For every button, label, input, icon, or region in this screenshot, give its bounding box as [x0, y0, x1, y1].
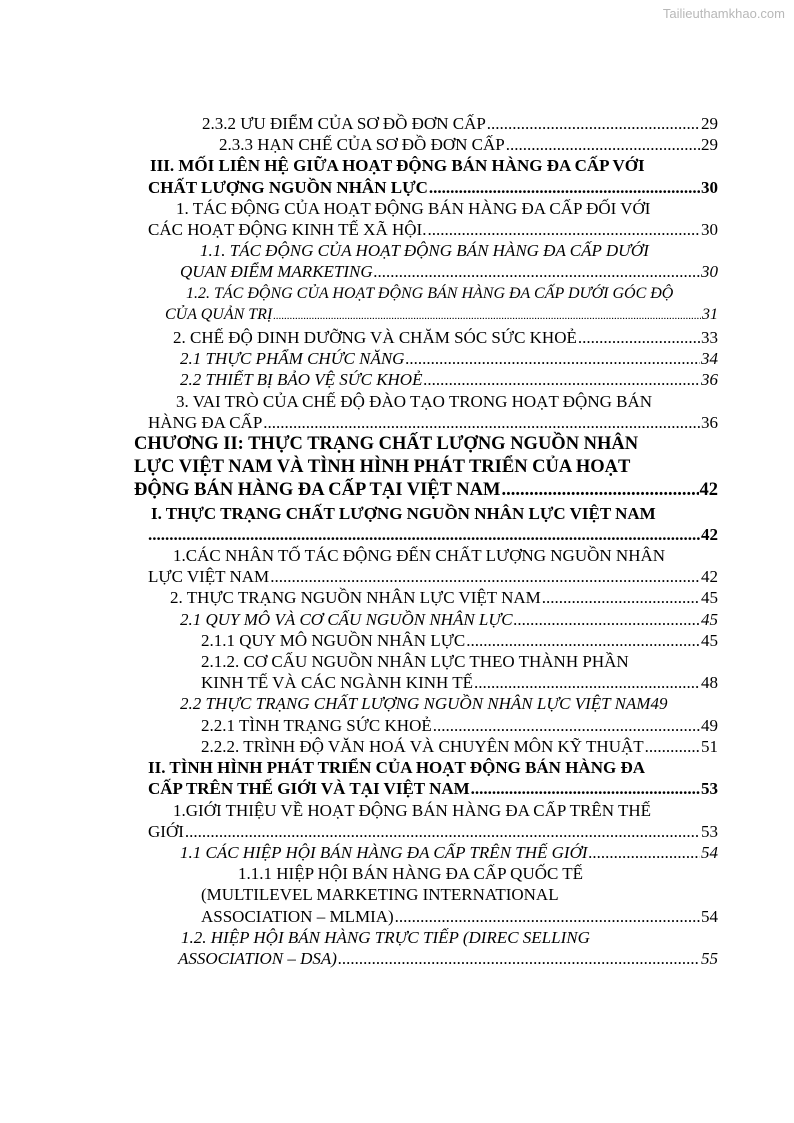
toc-entry-title: (MULTILEVEL MARKETING INTERNATIONAL [201, 885, 559, 905]
toc-page-number: 53 [701, 821, 718, 841]
toc-entry-title: 1.1 CÁC HIỆP HỘI BÁN HÀNG ĐA CẤP TRÊN THẾ GIỚI [180, 842, 588, 862]
toc-entry[interactable] [0, 391, 794, 433]
toc-entry-title: III. MỐI LIÊN HỆ GIỮA HOẠT ĐỘNG BÁN HÀNG ĐA CẤP VỚI [150, 156, 645, 176]
toc-page-number: 45 [701, 588, 718, 608]
toc-leader [423, 369, 700, 390]
toc-page-number: 51 [701, 736, 718, 756]
toc-page-number: 31 [702, 305, 718, 323]
toc-leader [429, 177, 700, 198]
toc-entry[interactable] [0, 800, 794, 842]
toc-page-number: 30 [701, 262, 718, 282]
toc-entry-title: ĐỘNG BÁN HÀNG ĐA CẤP TẠI VIỆT NAM [134, 480, 501, 501]
toc-leader [645, 736, 700, 757]
toc-entry-title: LỰC VIỆT NAM VÀ TÌNH HÌNH PHÁT TRIỂN CỦA HOẠT [134, 457, 631, 478]
toc-page-number: 29 [701, 135, 718, 155]
toc-page-number: 42 [701, 567, 718, 587]
toc-leader [514, 609, 700, 630]
toc-entry-title: 2.2 THỰC TRẠNG CHẤT LƯỢNG NGUỒN NHÂN LỰC VIỆT NAM [180, 694, 651, 714]
toc-page-number: 49 [650, 694, 668, 714]
toc-leader [466, 630, 700, 651]
toc-entry-title: GIỚI [148, 821, 184, 841]
toc-leader [471, 778, 700, 799]
toc-page-number: 54 [701, 842, 718, 862]
toc-entry-title: 3. VAI TRÒ CỦA CHẾ ĐỘ ĐÀO TẠO TRONG HOẠT ĐỘNG BÁN [176, 391, 653, 411]
toc-entry-title: 2.2 THIẾT BỊ BẢO VỆ SỨC KHOẺ [180, 370, 423, 390]
toc-entry-title: CỦA QUẢN TRỊ [165, 305, 273, 323]
toc-leader [506, 134, 700, 155]
watermark-text: Tailieuthamkhao.com [662, 6, 785, 21]
toc-leader [474, 672, 700, 693]
toc-page-number: 34 [701, 349, 718, 369]
table-of-contents [0, 113, 794, 969]
toc-leader [270, 566, 700, 587]
toc-leader [427, 219, 700, 240]
toc-entry-title: QUAN ĐIỂM MARKETING [180, 262, 373, 282]
toc-entry-title: 2.3.2 ƯU ĐIỂM CỦA SƠ ĐỒ ĐƠN CẤP [202, 114, 486, 133]
toc-entry-title: CÁC HOẠT ĐỘNG KINH TẾ XÃ HỘI. [148, 220, 427, 240]
toc-entry-title: 1.1. TÁC ĐỘNG CỦA HOẠT ĐỘNG BÁN HÀNG ĐA CẤP DƯỚI [200, 241, 649, 261]
toc-page-number: 36 [701, 370, 718, 390]
toc-page-number: 49 [701, 715, 718, 735]
toc-entry-title: CHẤT LƯỢNG NGUỒN NHÂN LỰC [148, 177, 428, 197]
toc-page-number: 42 [701, 524, 718, 544]
toc-entry[interactable] [0, 630, 794, 651]
toc-entry-title: 2. THỰC TRẠNG NGUỒN NHÂN LỰC VIỆT NAM [170, 588, 541, 608]
toc-entry-title: II. TÌNH HÌNH PHÁT TRIỂN CỦA HOẠT ĐỘNG BÁN HÀNG ĐA [148, 758, 646, 778]
toc-entry[interactable] [0, 348, 794, 369]
toc-entry[interactable] [0, 715, 794, 736]
toc-entry-title: CHƯƠNG II: THỰC TRẠNG CHẤT LƯỢNG NGUỒN NHÂN [134, 434, 639, 455]
toc-entry-title: 2. CHẾ ĐỘ DINH DƯỠNG VÀ CHĂM SÓC SỨC KHOẺ [173, 328, 577, 348]
toc-entry-title: 2.1 THỰC PHẨM CHỨC NĂNG [180, 349, 405, 369]
toc-entry-title: HÀNG ĐA CẤP [148, 412, 263, 432]
toc-entry[interactable] [0, 113, 794, 134]
toc-leader [263, 412, 700, 433]
toc-page-number: 42 [699, 480, 718, 501]
toc-entry-title: 1.GIỚI THIỆU VỀ HOẠT ĐỘNG BÁN HÀNG ĐA CẤP TRÊN THẾ [173, 800, 652, 820]
toc-entry[interactable] [0, 198, 794, 240]
toc-entry-title: 2.3.3 HẠN CHẾ CỦA SƠ ĐỒ ĐƠN CẤP [219, 135, 505, 155]
toc-leader [589, 842, 700, 863]
toc-entry[interactable] [0, 736, 794, 757]
toc-page-number: 54 [701, 906, 718, 926]
toc-entry-title: I. THỰC TRẠNG CHẤT LƯỢNG NGUỒN NHÂN LỰC VIỆT NAM [151, 503, 656, 523]
toc-entry-title: 2.1 QUY MÔ VÀ CƠ CẤU NGUỒN NHÂN LỰC [180, 609, 513, 629]
toc-entry-title: 1.2. HIỆP HỘI BÁN HÀNG TRỰC TIẾP (DIREC SELLING [181, 927, 590, 947]
toc-entry-title: ASSOCIATION – DSA) [178, 948, 337, 968]
toc-entry[interactable] [0, 327, 794, 348]
toc-leader [148, 524, 700, 545]
toc-entry[interactable] [0, 545, 794, 587]
toc-entry[interactable] [0, 842, 794, 863]
toc-entry-section[interactable] [0, 503, 794, 545]
toc-page-number: 30 [701, 177, 718, 197]
toc-leader [501, 479, 698, 502]
toc-entry[interactable] [0, 369, 794, 390]
toc-leader [487, 113, 700, 134]
toc-entry-title: 1.CÁC NHÂN TỐ TÁC ĐỘNG ĐẾN CHẤT LƯỢNG NGUỒN NHÂN [173, 546, 666, 566]
toc-entry-title: CẤP TRÊN THẾ GIỚI VÀ TẠI VIỆT NAM [148, 779, 470, 799]
toc-entry-title: 2.2.2. TRÌNH ĐỘ VĂN HOÁ VÀ CHUYÊN MÔN KỸ THUẬT [201, 736, 644, 756]
toc-page-number: 36 [701, 412, 718, 432]
toc-entry[interactable] [0, 587, 794, 608]
toc-entry[interactable] [0, 927, 794, 969]
toc-entry[interactable] [0, 651, 794, 693]
toc-page-number: 29 [701, 114, 718, 133]
toc-entry[interactable] [0, 134, 794, 155]
toc-entry[interactable] [0, 609, 794, 630]
toc-entry[interactable] [0, 693, 794, 714]
toc-page-number: 45 [701, 609, 718, 629]
toc-entry[interactable] [0, 863, 794, 927]
toc-page-number: 53 [701, 779, 718, 799]
toc-entry[interactable] [0, 283, 794, 327]
toc-entry-title: KINH TẾ VÀ CÁC NGÀNH KINH TẾ [201, 673, 473, 693]
toc-leader [542, 587, 700, 608]
toc-leader [273, 306, 701, 327]
toc-page-number: 45 [701, 630, 718, 650]
toc-entry-title: 1. TÁC ĐỘNG CỦA HOẠT ĐỘNG BÁN HÀNG ĐA CẤP ĐỐI VỚI [176, 198, 651, 218]
toc-page-number: 55 [701, 948, 718, 968]
toc-leader [185, 821, 700, 842]
toc-leader [405, 348, 700, 369]
toc-leader [338, 948, 700, 969]
toc-page-number: 30 [701, 220, 718, 240]
toc-page-number: 33 [701, 328, 718, 348]
toc-entry-chapter[interactable] [0, 433, 794, 503]
toc-entry-title: 2.2.1 TÌNH TRẠNG SỨC KHOẺ [201, 715, 432, 735]
toc-entry-title: 2.1.2. CƠ CẤU NGUỒN NHÂN LỰC THEO THÀNH PHẦN [201, 652, 629, 672]
toc-entry-title: 1.2. TÁC ĐỘNG CỦA HOẠT ĐỘNG BÁN HÀNG ĐA CẤP DƯỚI GÓC ĐỘ [186, 284, 674, 302]
toc-leader [578, 327, 700, 348]
toc-entry[interactable] [0, 240, 794, 282]
toc-page-number: 48 [701, 673, 718, 693]
toc-entry-section[interactable] [0, 757, 794, 799]
toc-leader [374, 261, 700, 282]
toc-entry-section[interactable] [0, 155, 794, 197]
toc-entry-title: 1.1.1 HIỆP HỘI BÁN HÀNG ĐA CẤP QUỐC TẾ [238, 864, 584, 884]
toc-entry-title: LỰC VIỆT NAM [148, 567, 270, 587]
toc-entry-title: ASSOCIATION – MLMIA) [201, 906, 394, 926]
toc-leader [433, 715, 700, 736]
toc-entry-title: 2.1.1 QUY MÔ NGUỒN NHÂN LỰC [201, 630, 466, 650]
toc-leader [395, 906, 700, 927]
